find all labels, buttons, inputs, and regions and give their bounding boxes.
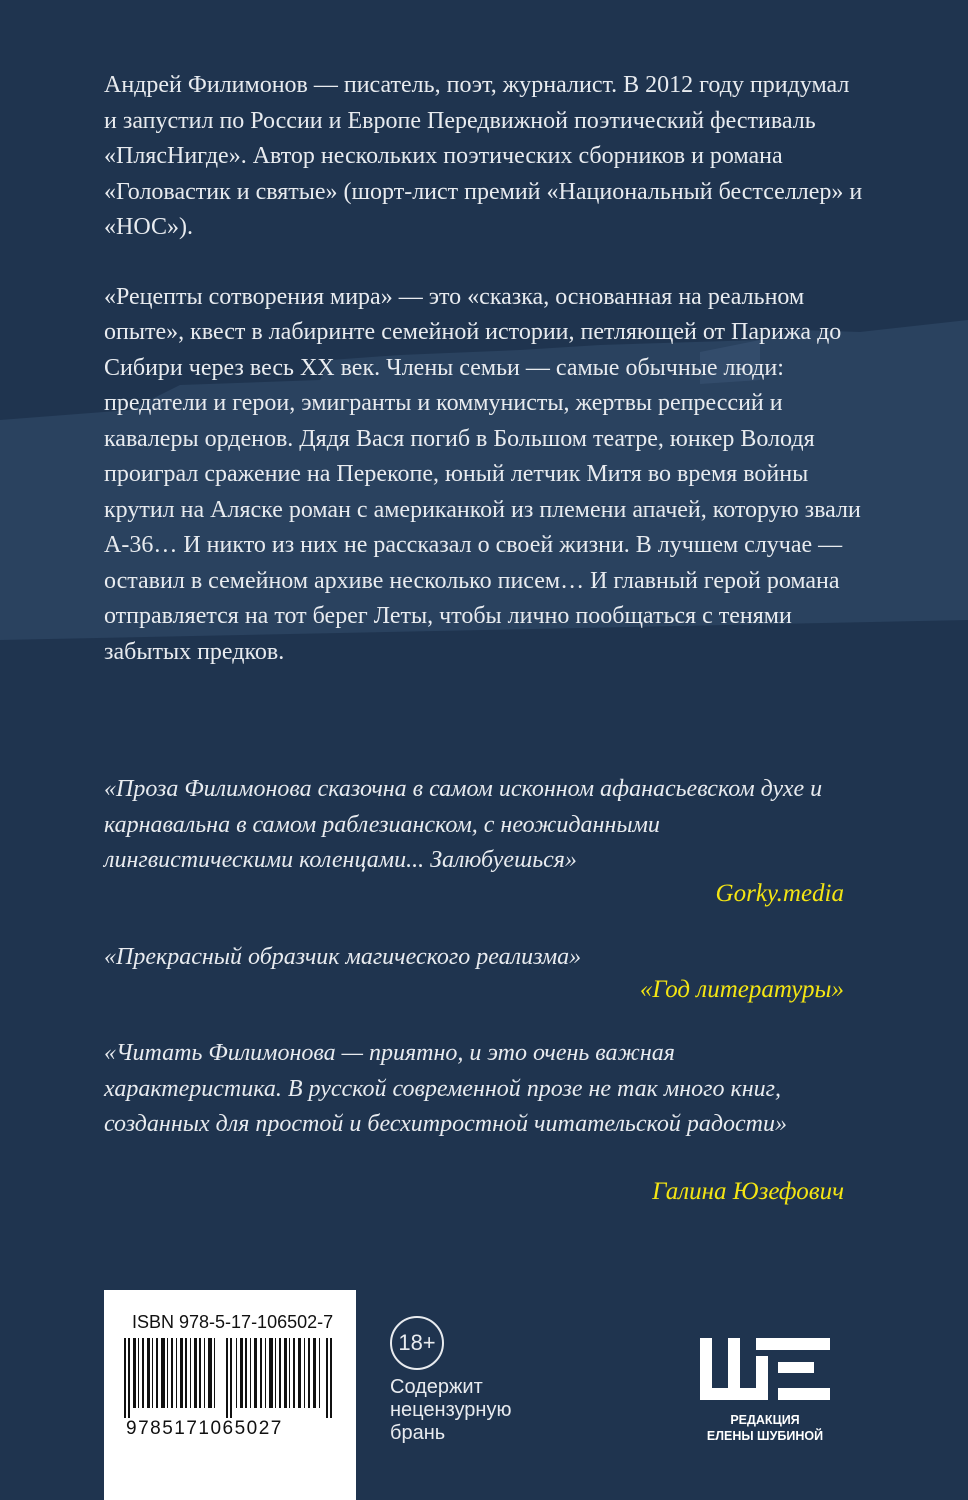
shubina-logo-icon: [700, 1332, 830, 1406]
review-quote: «Прекрасный образчик магического реализма»: [104, 944, 582, 970]
review-quote: «Проза Филимонова сказочна в самом исконном афанасьевском духе и карнавальна в самом раблезианском, с неожиданными лингвистическими коленцами... Залюбуешься»: [104, 776, 823, 873]
age-warning-line: Содержит: [390, 1376, 483, 1398]
ean-digits: 9785171065027: [126, 1418, 283, 1439]
main-text: [104, 68, 864, 670]
barcode-block: [104, 1290, 356, 1500]
review-quote: «Читать Филимонова — приятно, и это очень важная характеристика. В русской современной прозе не так много книг, созданных для простой и бесхитростной читательской радости»: [104, 1040, 787, 1137]
publisher-imprint: [690, 1412, 840, 1444]
review-source: Галина Юзефович: [652, 1178, 844, 1205]
age-warning-line: нецензурную: [390, 1399, 512, 1421]
age-warning-text: [390, 1376, 550, 1445]
review-source: «Год литературы»: [639, 976, 844, 1003]
age-rating-badge: 18+: [390, 1316, 444, 1370]
about-author-paragraph: Андрей Филимонов — писатель, поэт, журналист. В 2012 году придумал и запустил по России и Европе Передвижной поэтический фестиваль «ПлясНигде». Автор нескольких поэтических сборников и романа «Головастик и святые» (шорт-лист премий «Национальный бестселлер» и «НОС»).: [104, 72, 863, 240]
review-source: Gorky.media: [715, 880, 844, 907]
isbn-text: ISBN 978-5-17-106502-7: [132, 1312, 334, 1332]
imprint-line: ЕЛЕНЫ ШУБИНОЙ: [706, 1429, 824, 1443]
age-warning-line: брань: [390, 1422, 446, 1444]
imprint-line: РЕДАКЦИЯ: [730, 1413, 800, 1427]
barcode-icon: [124, 1338, 336, 1418]
annotation-paragraph: «Рецепты сотворения мира» — это «сказка, основанная на реальном опыте», квест в лабиринте семейной истории, петляющей от Парижа до Сибири через весь XX век. Члены семьи — самые обычные люди: предатели и герои, эмигранты и коммунисты, жертвы репрессий и кавалеры орденов. Дядя Вася погиб в Большом театре, юнкер Володя проиграл сражение на Перекопе, юный летчик Митя во время войны крутил на Аляске роман с американкой из племени апачей, которую звали А-36… И никто из них не рассказал о своей жизни. В лучшем случае — оставил в семейном архиве несколько писем… И главный герой романа отправляется на тот берег Леты, чтобы лично пообщаться с тенями забытых предков.: [104, 283, 861, 665]
